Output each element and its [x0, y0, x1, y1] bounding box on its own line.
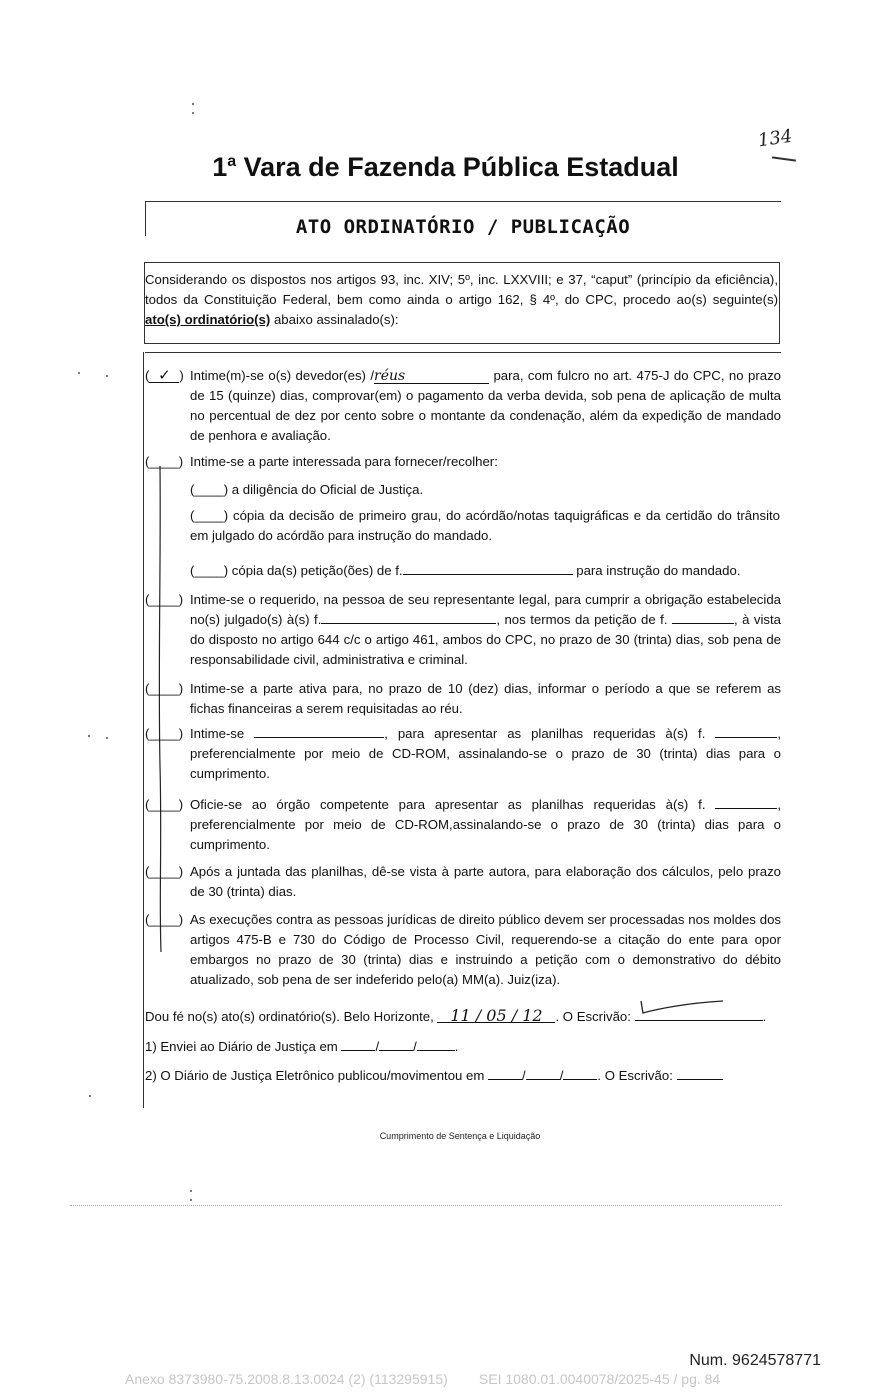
item-oficie-text: [190, 795, 781, 855]
sub-diligencia: (____) a diligência do Oficial de Justiça.: [190, 482, 424, 497]
checkbox-devedores[interactable]: [145, 366, 184, 386]
slash: /: [375, 1039, 380, 1054]
scan-speck: [190, 1190, 192, 1192]
requerido-text-1: Intime-se o requerido, na pessoa de seu representante legal, para cumprir a obrigação estabelecida no(s) julgado(s) à(s) f.: [190, 592, 781, 627]
item-juntada-text: Após a juntada das planilhas, dê-se vista à parte autora, para elaboração dos cálculos, pelo prazo de 30 (trinta) dias.: [190, 864, 781, 899]
escrivao-signature: [637, 999, 727, 1017]
checkbox-parte-ativa[interactable]: (____): [145, 681, 184, 696]
blank-field[interactable]: [672, 610, 734, 624]
diario-text: 2) O Diário de Justiça Eletrônico publicou/movimentou em: [145, 1068, 489, 1083]
item-parte-ativa-text: Intime-se a parte ativa para, no prazo de 10 (dez) dias, informar o período a que se referem as fichas financeiras a serem requisitadas ao réu.: [190, 681, 781, 716]
sub-copia-peticao: [190, 561, 780, 581]
title-text: Vara de Fazenda Pública Estadual: [236, 152, 679, 182]
sub-copia-decisao: (____) cópia da decisão de primeiro grau, do acórdão/notas taquigráficas e da certidão do trânsito em julgado do acórdão para instrução do mandado.: [190, 508, 780, 543]
year-field[interactable]: [563, 1066, 597, 1080]
checkbox-planilhas[interactable]: (____): [145, 726, 184, 741]
blank-field[interactable]: [321, 610, 496, 624]
planilhas-text-3: , preferencialmente por meio de CD-ROM, assinalando-se o prazo de 30 (trinta) dias para o cumprimento.: [190, 726, 781, 781]
blank-field[interactable]: [715, 724, 777, 738]
scan-speck: [106, 375, 108, 377]
court-title: [0, 152, 891, 183]
item-fornecer: [145, 452, 781, 472]
items-left-rule: [143, 352, 144, 1108]
paren-open: (: [145, 368, 150, 383]
checkbox-requerido[interactable]: (____): [145, 592, 184, 607]
title-ordinal: 1: [212, 152, 228, 182]
slash: /: [559, 1068, 564, 1083]
item-planilhas-text: [190, 724, 781, 784]
scan-speck: [89, 1095, 91, 1097]
checkbox-fornecer[interactable]: (____): [145, 454, 184, 469]
sub-copia-peticao-text: (____) cópia da(s) petição(ões) de f.: [190, 563, 403, 578]
checkbox-juntada[interactable]: (____): [145, 864, 184, 879]
planilhas-text-1: Intime-se: [190, 726, 255, 741]
dou-fe-escrivao: . O Escrivão:: [555, 1009, 635, 1024]
checkbox-execucoes[interactable]: (____): [145, 912, 184, 927]
blank-field[interactable]: [254, 724, 384, 738]
year-field[interactable]: [417, 1037, 455, 1051]
scan-speck: [88, 735, 90, 737]
requerido-text-2: , nos termos da petição de f.: [496, 612, 672, 627]
intro-text-end: abaixo assinalado(s):: [270, 312, 399, 327]
item-execucoes: [145, 910, 781, 990]
dou-fe-line: [145, 1007, 785, 1027]
item-devedores-text: [190, 366, 781, 446]
period: .: [454, 1039, 459, 1054]
document-number: Num. 9624578771: [689, 1352, 821, 1369]
item-requerido: [145, 590, 781, 670]
blank-field[interactable]: [403, 561, 573, 575]
scan-speck: [192, 112, 194, 114]
oficie-text-1: Oficie-se ao órgão competente para apresentar as planilhas requeridas à(s) f.: [190, 797, 716, 812]
sub-copia-peticao-end: para instrução do mandado.: [572, 563, 741, 578]
bottom-dotted-rule: [70, 1205, 782, 1206]
period: .: [762, 1009, 767, 1024]
paren-close: ): [179, 368, 184, 383]
escrivao-signature-field[interactable]: [635, 1007, 763, 1021]
escrivao-field[interactable]: [677, 1066, 723, 1080]
document-subtitle: ATO ORDINATÓRIO / PUBLICAÇÃO: [295, 216, 631, 238]
item-requerido-text: [190, 590, 781, 670]
devedores-text-1: Intime(m)-se o(s) devedor(es) /: [190, 368, 375, 383]
dou-fe-text: Dou fé no(s) ato(s) ordinatório(s). Belo Horizonte,: [145, 1009, 438, 1024]
item-devedores: [145, 366, 781, 446]
scan-speck: [190, 1199, 192, 1201]
items-top-rule: [145, 352, 781, 353]
slash: /: [413, 1039, 417, 1054]
checkbox-oficie[interactable]: (____): [145, 797, 184, 812]
scan-speck: [106, 737, 108, 739]
blank-field[interactable]: [715, 795, 777, 809]
item-fornecer-text: Intime-se a parte interessada para fornecer/recolher:: [190, 454, 498, 469]
item-planilhas: [145, 724, 781, 784]
requerido-text-3: , à vista do disposto no artigo 644 c/c o artigo 461, ambos do CPC, no prazo de 30 (trinta) dias, sob pena de responsabilidade civil, administrativa e criminal.: [190, 612, 781, 667]
title-ordinal-suffix: a: [227, 153, 237, 170]
envio-line: [145, 1037, 785, 1057]
month-field[interactable]: [379, 1037, 413, 1051]
handwritten-page-number: 134: [756, 125, 794, 152]
anexo-watermark: Anexo 8373980-75.2008.8.13.0024 (2) (113295915) SEI 1080.01.0040078/2025-45 / pg. 84: [125, 1371, 721, 1387]
planilhas-text-2: , para apresentar as planilhas requeridas à(s) f.: [384, 726, 716, 741]
intro-text: Considerando os dispostos nos artigos 93, inc. XIV; 5º, inc. LXXVIII; e 37, “caput” (princípio da eficiência), todos da Constituição Federal, bem como ainda o artigo 162, § 4º, do CPC, procedo ao(s) seguinte(s): [145, 272, 778, 307]
item-juntada: [145, 862, 781, 902]
check-mark: ✓: [149, 368, 179, 383]
item-parte-ativa: [145, 679, 781, 719]
envio-text: 1) Enviei ao Diário de Justiça em: [145, 1039, 342, 1054]
day-field[interactable]: [488, 1066, 522, 1080]
diario-escrivao: . O Escrivão:: [597, 1068, 677, 1083]
devedores-text-2: para, com fulcro no art. 475-J do CPC, no prazo de 15 (quinze) dias, comprovar(em) o pagamento da verba devida, sob pena de aplicação de multa no percentual de dez por cento sobre o montante da condenação, além da expedição de mandado de penhora e avaliação.: [190, 368, 782, 443]
intro-paragraph: [145, 270, 778, 330]
oficie-text-2: , preferencialmente por meio de CD-ROM,assinalando-se o prazo de 30 (trinta) dias para o cumprimento.: [190, 797, 781, 852]
slash: /: [522, 1068, 526, 1083]
item-oficie: [145, 795, 781, 855]
item-execucoes-text: As execuções contra as pessoas jurídicas de direito público devem ser processadas nos moldes dos artigos 475-B e 730 do Código de Processo Civil, requerendo-se a citação do ente para opor embargos no prazo de 30 (trinta) dias e instruindo a petição com o demonstrativo do débito atualizado, sob pena de ser indeferido pelo(a) MM(a). Juiz(iza).: [190, 912, 781, 987]
scan-speck: [78, 372, 80, 374]
handwritten-date: 11 / 05 / 12: [437, 1009, 555, 1023]
day-field[interactable]: [341, 1037, 375, 1051]
diario-line: [145, 1066, 785, 1086]
scan-speck: [192, 103, 194, 105]
devedores-handwritten: réus: [374, 370, 489, 384]
intro-emphasis: ato(s) ordinatório(s): [145, 312, 271, 327]
month-field[interactable]: [526, 1066, 560, 1080]
bottom-caption: Cumprimento de Sentença e Liquidação: [379, 1131, 541, 1141]
header-top-rule: [145, 201, 781, 202]
